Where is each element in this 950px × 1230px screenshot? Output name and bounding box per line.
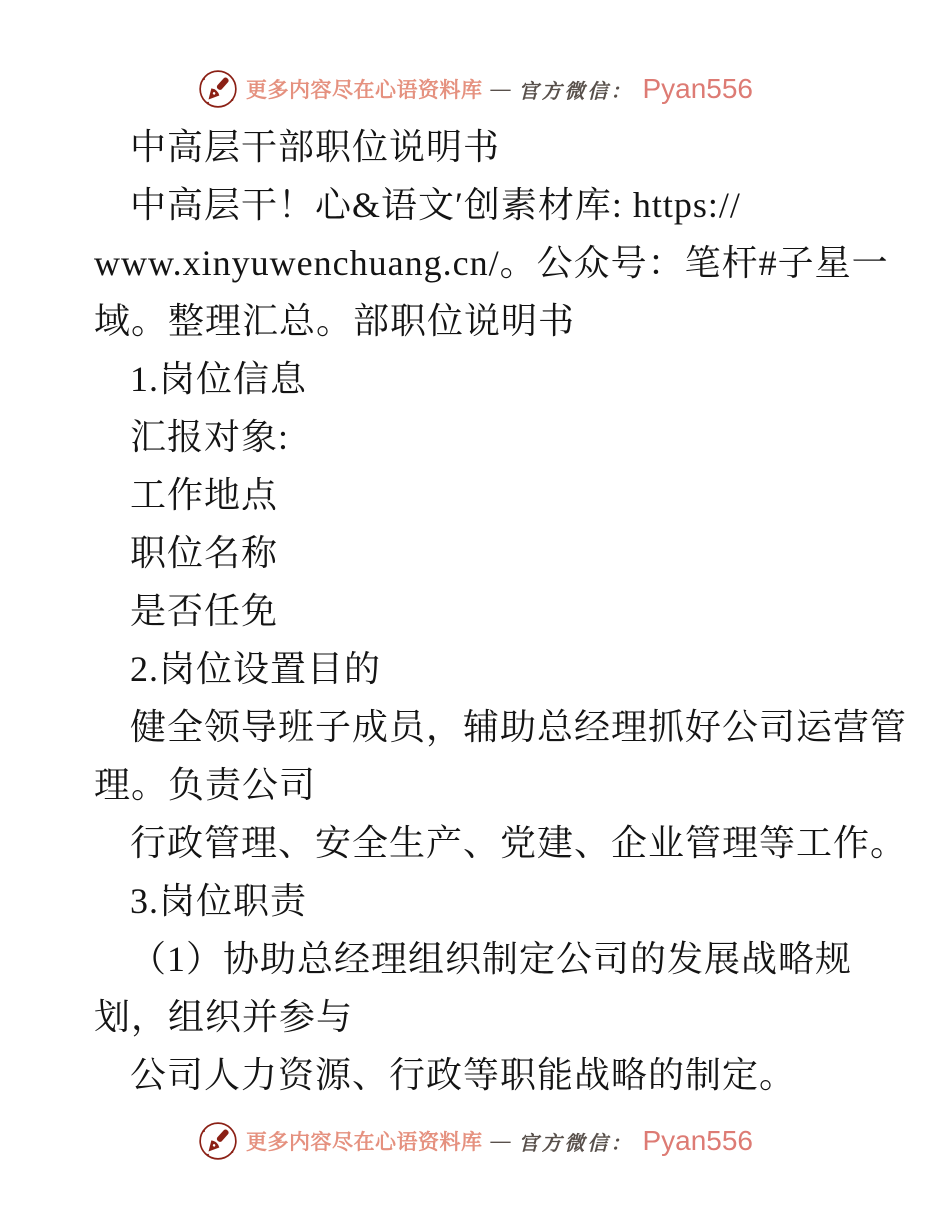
doc-line: 划，组织并参与 [94, 997, 354, 1037]
doc-line: 行政管理、安全生产、党建、企业管理等工作。 [130, 823, 908, 863]
doc-line: 中高层干部职位说明书 [130, 127, 501, 167]
doc-line: （1）协助总经理组织制定公司的发展战略规 [130, 939, 853, 979]
doc-line: 中高层干！心&语文′创素材库: https:// [130, 185, 741, 225]
pen-nib-in-circle-icon [197, 1120, 239, 1162]
doc-line: 3.岗位职责 [130, 881, 308, 921]
doc-line: 域。整理汇总。部职位说明书 [94, 301, 576, 341]
doc-line: 1.岗位信息 [130, 359, 308, 399]
pen-nib-in-circle-icon [197, 68, 239, 110]
watermark-brand-text: 更多内容尽在心语资料库 [245, 78, 483, 102]
watermark-wechat-id: Pyan556 [642, 73, 754, 104]
footer-watermark [0, 1118, 950, 1164]
document-body [0, 118, 950, 1104]
doc-line: 职位名称 [130, 533, 279, 573]
header-watermark [0, 66, 950, 112]
watermark-wechat-label: 官方微信： [518, 80, 634, 103]
doc-line: 健全领导班子成员，辅助总经理抓好公司运营管 [130, 707, 908, 747]
doc-line: 工作地点 [130, 475, 279, 515]
doc-line: 是否任免 [130, 591, 279, 631]
doc-line: 2.岗位设置目的 [130, 649, 382, 689]
watermark-dash: — [490, 1129, 511, 1152]
watermark-wechat-label: 官方微信： [518, 1132, 634, 1155]
watermark-wechat-id: Pyan556 [642, 1125, 754, 1156]
watermark-dash: — [490, 77, 511, 100]
doc-line: 理。负责公司 [94, 765, 317, 805]
watermark-brand-text: 更多内容尽在心语资料库 [245, 1130, 483, 1154]
doc-line: 汇报对象: [130, 417, 290, 457]
doc-line: 公司人力资源、行政等职能战略的制定。 [130, 1055, 797, 1095]
doc-line: www.xinyuwenchuang.cn/。公众号：笔杆#子星一 [94, 243, 889, 283]
